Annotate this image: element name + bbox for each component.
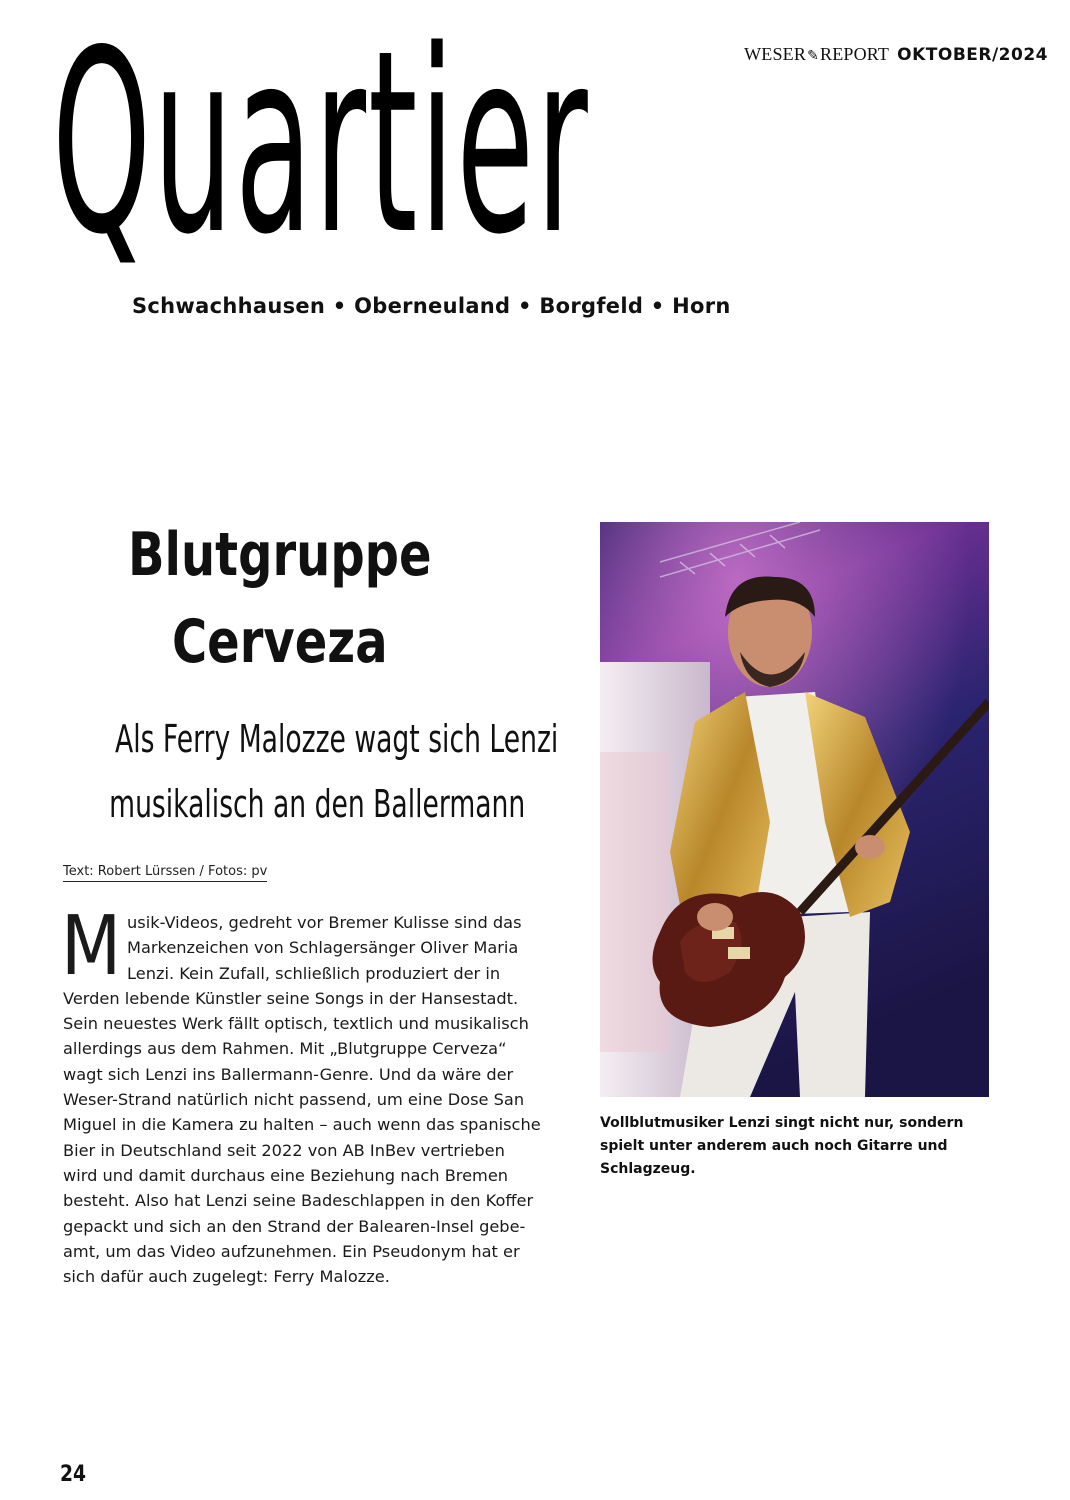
article-body-text: usik-Videos, gedreht vor Bremer Kulisse sind das Markenzeichen von Schlagersänger Oliver Maria Lenzi. Kein Zufall, schließlich produziert der in Verden lebende Künstler seine Songs in der Hansestadt. Sein neuestes Werk fällt optisch, textlich und musikalisch allerdings aus dem Rahmen. Mit „Blutgruppe Cerveza“ wagt sich Lenzi ins Ballermann-Genre. Und da wäre der Weser-Strand natürlich nicht passend, um eine Dose San Miguel in die Kamera zu halten – auch wenn das spanische Bier in Deutschland seit 2022 von AB InBev vertrieben wird und damit durchaus eine Beziehung nach Bremen besteht. Also hat Lenzi seine Badeschlappen in den Koffer gepackt und sich an den Strand der Balearen-Insel gebeamt, um das Video aufzunehmen. Ein Pseudonym hat er sich dafür auch zugelegt: Ferry Malozze.	[63, 913, 541, 1287]
author-credit: Text: Robert Lürssen / Fotos: pv	[63, 864, 267, 882]
section-districts: Schwachhausen • Oberneuland • Borgfeld • Horn	[132, 294, 731, 318]
brand-logo: WESER✎REPORT	[744, 44, 890, 64]
article-body	[61, 899, 543, 1289]
guitarist-illustration	[600, 522, 989, 1097]
issue-date: OKTOBER/2024	[897, 45, 1048, 65]
photo-caption: Vollblutmusiker Lenzi singt nicht nur, sondern spielt unter anderem auch noch Gitarre und Schlagzeug.	[600, 1115, 964, 1177]
masthead	[744, 44, 1048, 65]
page-number: 24	[60, 1462, 87, 1487]
headline-line-2: Cerveza	[172, 607, 388, 677]
headline-line-1: Blutgruppe	[128, 520, 432, 590]
concert-photo	[600, 522, 989, 1097]
subline-line-1: Als Ferry Malozze wagt sich Lenzi	[114, 717, 559, 761]
subline-line-2: musikalisch an den Ballermann	[109, 782, 526, 826]
drop-cap: M	[61, 899, 122, 994]
section-title: Quartier	[52, 0, 590, 290]
